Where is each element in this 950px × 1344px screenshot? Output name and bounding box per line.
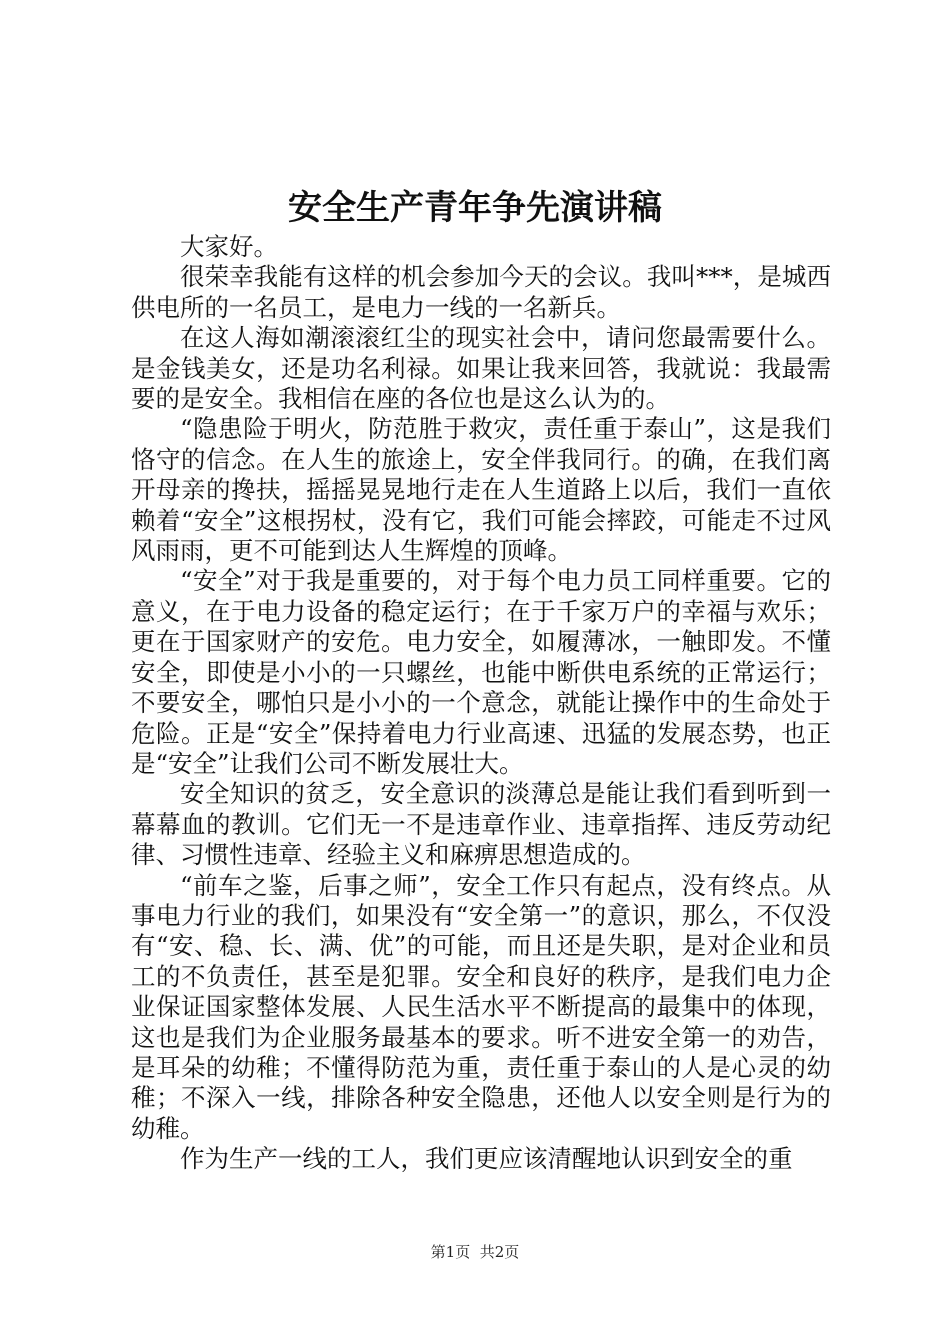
- paragraph: “前车之鉴，后事之师”，安全工作只有起点，没有终点。从事电力行业的我们，如果没有“安全第一”的意识，那么，不仅没有“安、稳、长、满、优”的可能，而且还是失职，是对企业和员工的不负责任，甚至是犯罪。安全和良好的秩序，是我们电力企业保证国家整体发展、人民生活水平不断提高的最集中的体现，这也是我们为企业服务最基本的要求。听不进安全第一的劝告，是耳朵的幼稚；不懂得防范为重，责任重于泰山的人是心灵的幼稚；不深入一线，排除各种安全隐患，还他人以安全则是行为的幼稚。: [131, 870, 831, 1143]
- footer-separator: [470, 1243, 480, 1261]
- paragraph: 在这人海如潮滚滚红尘的现实社会中，请问您最需要什么。是金钱美女，还是功名利禄。如果让我来回答，我就说：我最需要的是安全。我相信在座的各位也是这么认为的。: [131, 323, 831, 414]
- paragraph: “隐患险于明火，防范胜于救灾，责任重于泰山”，这是我们恪守的信念。在人生的旅途上，安全伴我同行。的确，在我们离开母亲的搀扶，摇摇晃晃地行走在人生道路上以后，我们一直依赖着“安全”这根拐杖，没有它，我们可能会摔跤，可能走不过风风雨雨，更不可能到达人生辉煌的顶峰。: [131, 414, 831, 566]
- document-body: [131, 232, 831, 1175]
- page-footer: [0, 1242, 950, 1262]
- page-total: 共2页: [479, 1243, 520, 1261]
- paragraph: 安全知识的贫乏，安全意识的淡薄总是能让我们看到听到一幕幕血的教训。它们无一不是违章作业、违章指挥、违反劳动纪律、习惯性违章、经验主义和麻痹思想造成的。: [131, 779, 831, 870]
- page-number: 第1页: [430, 1243, 471, 1261]
- document-title: 安全生产青年争先演讲稿: [288, 188, 662, 228]
- paragraph: 作为生产一线的工人，我们更应该清醒地认识到安全的重: [180, 1144, 793, 1174]
- paragraph-greeting: 大家好。: [180, 232, 278, 261]
- paragraph: “安全”对于我是重要的，对于每个电力员工同样重要。它的意义，在于电力设备的稳定运行；在于千家万户的幸福与欢乐；更在于国家财产的安危。电力安全，如履薄冰，一触即发。不懂安全，即使是小小的一只螺丝，也能中断供电系统的正常运行；不要安全，哪怕只是小小的一个意念，就能让操作中的生命处于危险。正是“安全”保持着电力行业高速、迅猛的发展态势，也正是“安全”让我们公司不断发展壮大。: [131, 566, 831, 778]
- paragraph-introduction: 很荣幸我能有这样的机会参加今天的会议。我叫***，是城西供电所的一名员工，是电力一线的一名新兵。: [131, 262, 831, 322]
